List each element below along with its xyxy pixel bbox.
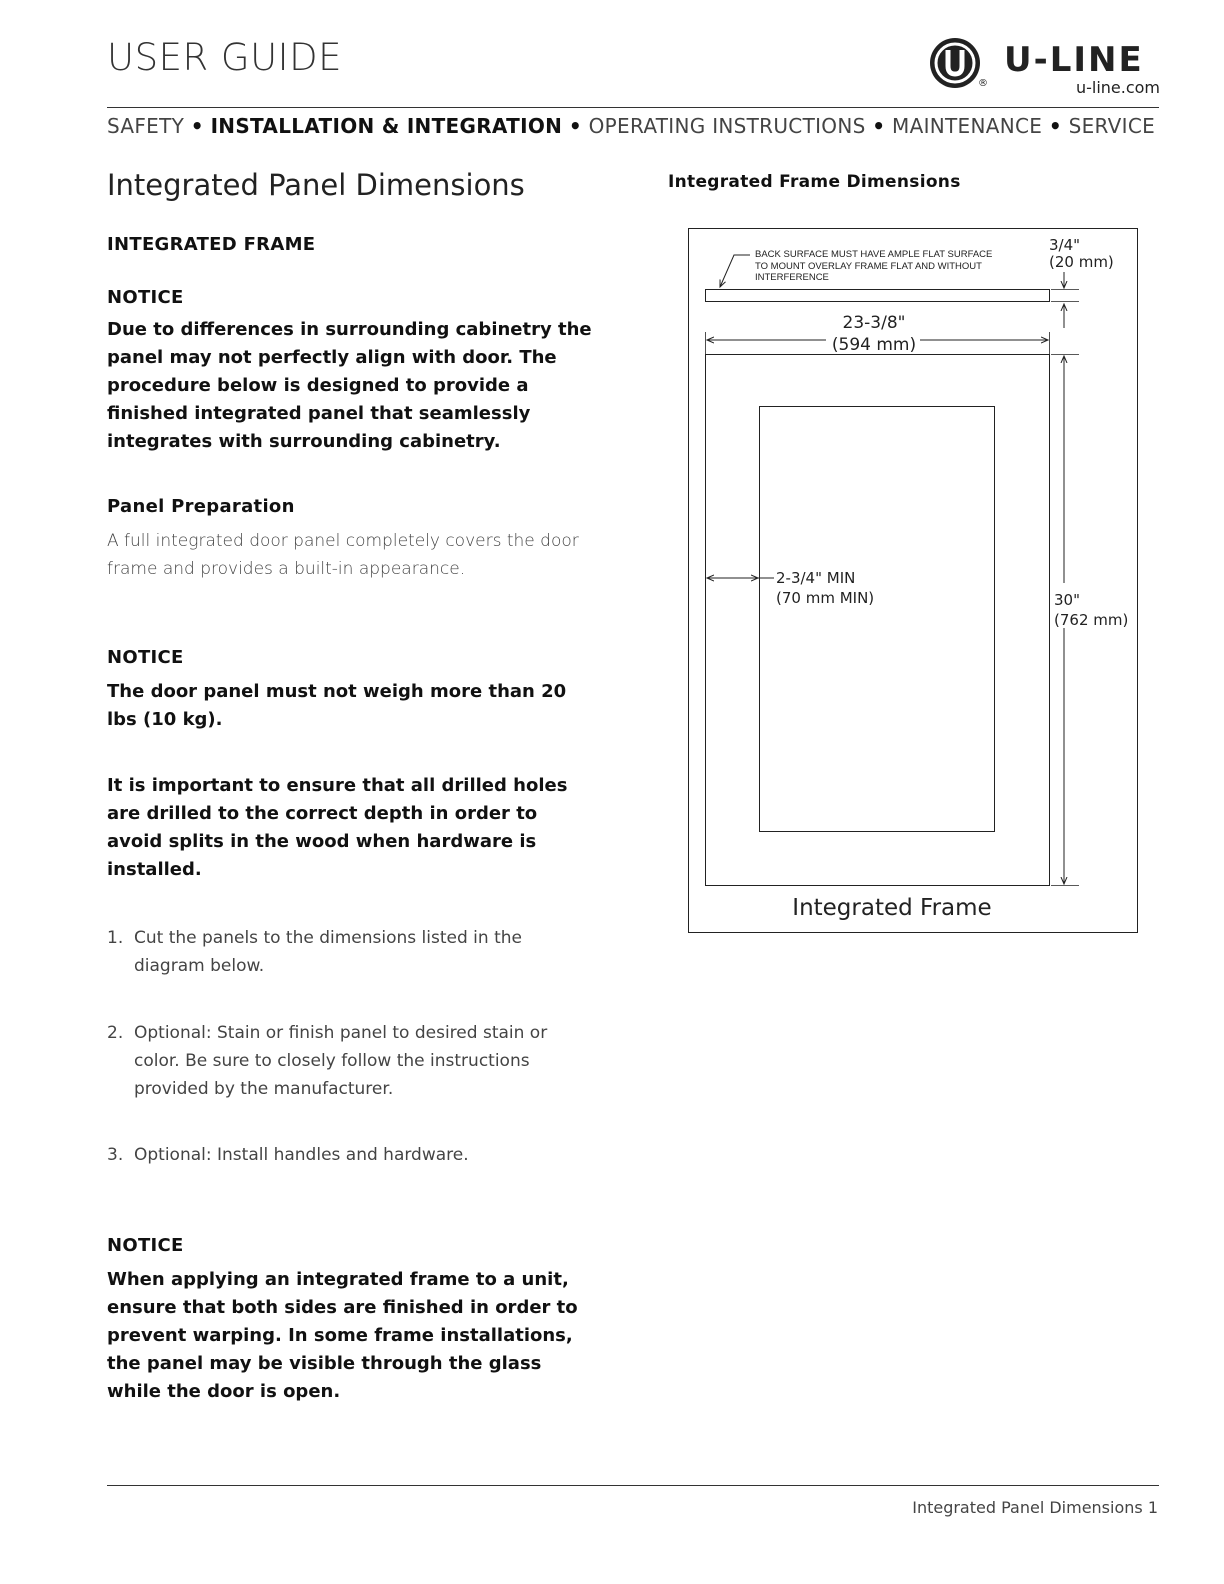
notice-text: The door panel must not weigh more than 20 lbs (10 kg). [107, 681, 567, 730]
list-item: 3. Optional: Install handles and hardware. [107, 1145, 469, 1165]
notice-label: NOTICE [107, 287, 184, 308]
nav-item-installation[interactable]: INSTALLATION & INTEGRATION [210, 114, 563, 138]
steps-list [107, 924, 597, 1169]
header-divider [107, 107, 1159, 108]
subheading-integrated-frame: INTEGRATED FRAME [107, 234, 316, 255]
page-footer: Integrated Panel Dimensions 1 [912, 1498, 1158, 1517]
brand-name: U-LINE [1004, 40, 1144, 80]
important-text: It is important to ensure that all drilled holes are drilled to the correct depth in order to avoid splits in the wood when hardware is installed. [107, 775, 568, 880]
nav-separator: • [568, 114, 582, 138]
thickness-label-mm: (20 mm) [1049, 253, 1114, 271]
nav-item-operating[interactable]: OPERATING INSTRUCTIONS [588, 114, 866, 138]
registered-mark: ® [978, 78, 988, 89]
frame-outer-edge [706, 355, 1050, 886]
frame-dimension-diagram [688, 228, 1138, 933]
notice-text: When applying an integrated frame to a unit, ensure that both sides are finished in order to prevent warping. In some frame installations, the panel may be visible through the glass while the door is open. [107, 1269, 578, 1402]
brand-logo-icon [928, 36, 982, 90]
nav-item-maintenance[interactable]: MAINTENANCE [892, 114, 1043, 138]
width-label-in: 23-3/8" [842, 313, 906, 333]
nav-item-service[interactable]: SERVICE [1068, 114, 1156, 138]
note-leader-arrow [720, 255, 750, 287]
nav-separator: • [1048, 114, 1062, 138]
diagram-title: Integrated Frame Dimensions [668, 172, 961, 192]
width-label-mm: (594 mm) [831, 335, 917, 355]
note-line-2: TO MOUNT OVERLAY FRAME FLAT AND WITHOUT [755, 261, 982, 272]
notice-text: Due to differences in surrounding cabinetry the panel may not perfectly align with door. The procedure below is designed to provide a finished integrated panel that seamlessly integrates with surrounding cabinetry. [107, 319, 592, 452]
note-line-1: BACK SURFACE MUST HAVE AMPLE FLAT SURFACE [755, 249, 993, 260]
notice-label: NOTICE [107, 1235, 184, 1256]
brand-logo[interactable] [928, 34, 1160, 96]
instructions-column [107, 168, 597, 1406]
frame-inner-opening [760, 407, 995, 832]
nav-separator: • [190, 114, 204, 138]
list-item: 1. Cut the panels to the dimensions listed in the diagram below. [107, 928, 522, 976]
panel-preparation-text: A full integrated door panel completely covers the door frame and provides a built-in appearance. [107, 531, 579, 579]
panel-preparation-heading: Panel Preparation [107, 496, 295, 517]
thickness-label-in: 3/4" [1049, 236, 1081, 254]
height-label-mm: (762 mm) [1054, 611, 1129, 629]
footer-divider [107, 1485, 1159, 1486]
page-title: Integrated Panel Dimensions [107, 168, 525, 202]
diagram-caption: Integrated Frame [792, 895, 992, 921]
note-line-3: INTERFERENCE [755, 272, 829, 283]
height-label-in: 30" [1054, 591, 1080, 609]
brand-url[interactable]: u-line.com [1075, 78, 1160, 97]
section-nav [107, 114, 1155, 138]
nav-separator: • [872, 114, 886, 138]
border-label-mm: (70 mm MIN) [776, 589, 875, 607]
notice-label: NOTICE [107, 647, 184, 668]
panel-side-view [706, 290, 1050, 302]
border-label-in: 2-3/4" MIN [776, 569, 856, 587]
list-item: 2. Optional: Stain or finish panel to desired stain or color. Be sure to closely follow the instructions provided by the manufacturer. [107, 1023, 548, 1099]
nav-item-safety[interactable]: SAFETY [107, 114, 185, 138]
guide-title: USER GUIDE [107, 36, 342, 79]
